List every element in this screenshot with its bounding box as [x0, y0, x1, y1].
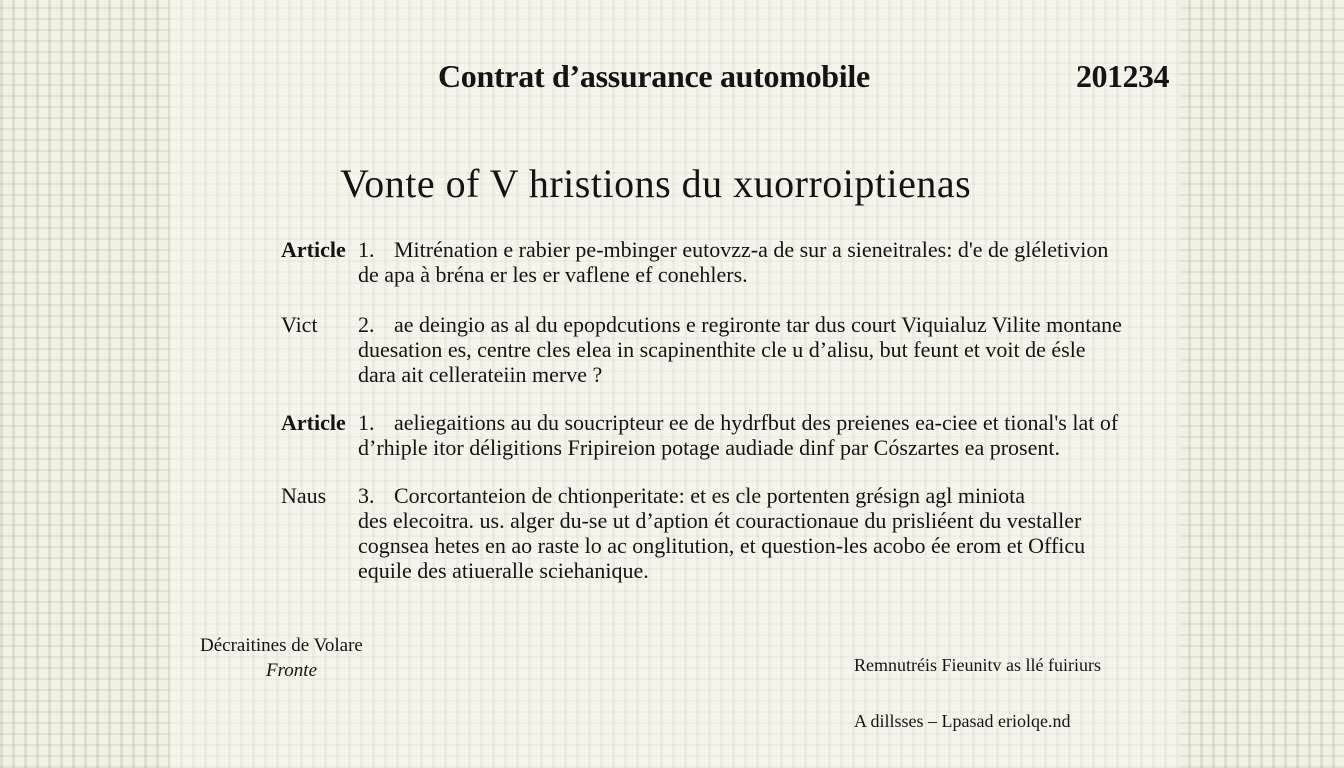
article-text: Mitrénation e rabier pe-mbinger eutovzz-a de sur a sieneitrales: d'e de gléletivion: [394, 237, 1109, 262]
article-label: Vict: [281, 312, 318, 337]
article-text: equile des atiueralle sciehanique.: [358, 558, 649, 583]
article-text: Corcortanteion de chtionperitate: et es cle portenten grésign agl miniota: [394, 483, 1026, 508]
article-text: dara ait cellerateiin merve ?: [358, 362, 603, 387]
article-line: [358, 237, 1170, 262]
article-text: d’rhiple itor déligitions Fripireion potage audiade dinf par Cószartes ea prosent.: [358, 435, 1060, 460]
document-subtitle: Vonte of V hristions du xuorroiptienas: [340, 161, 972, 206]
article-text: aeliegaitions au du soucripteur ee de hydrfbut des preienes ea-ciee et tional's lat of: [394, 410, 1119, 435]
article-body: [358, 483, 1170, 583]
signature-right-title: Remnutréis Fieunitv as llé fuiriurs: [854, 655, 1101, 675]
signature-left-title: Décraitines de Volare: [200, 635, 363, 656]
article-text: de apa à bréna er les er vaflene ef conehlers.: [358, 262, 748, 287]
article-label: Article: [281, 410, 346, 435]
article-body: [358, 237, 1170, 287]
article-body: [358, 312, 1170, 387]
signature-left-subtitle: Fronte: [266, 660, 318, 681]
article-text: ae deingio as al du epopdcutions e regironte tar dus court Viquialuz Vilite montane: [394, 312, 1122, 337]
article-number: 1.: [358, 410, 375, 435]
document-title: Contrat d’assurance automobile: [438, 58, 870, 94]
contract-number: 201234: [1076, 58, 1169, 94]
signature-right-subtitle: A dillsses – Lpasad eriolqe.nd: [854, 711, 1071, 731]
article-body: [358, 410, 1170, 460]
article-line: [358, 410, 1170, 435]
article-text: des elecoitra. us. alger du-se ut d’aption ét couractionaue du prisliéent du vestaller: [358, 508, 1082, 533]
article-text: duesation es, centre cles elea in scapinenthite cle u d’alisu, but feunt et voit de ésle: [358, 337, 1086, 362]
article-label: Naus: [281, 483, 327, 508]
article-label: Article: [281, 237, 346, 262]
article-number: 3.: [358, 483, 375, 508]
article-number: 1.: [358, 237, 375, 262]
article-number: 2.: [358, 312, 375, 337]
article-line: [358, 483, 1170, 508]
article-text: cognsea hetes en ao raste lo ac onglitution, et question-les acobo ée erom et Officu: [358, 533, 1086, 558]
article-line: [358, 312, 1170, 337]
